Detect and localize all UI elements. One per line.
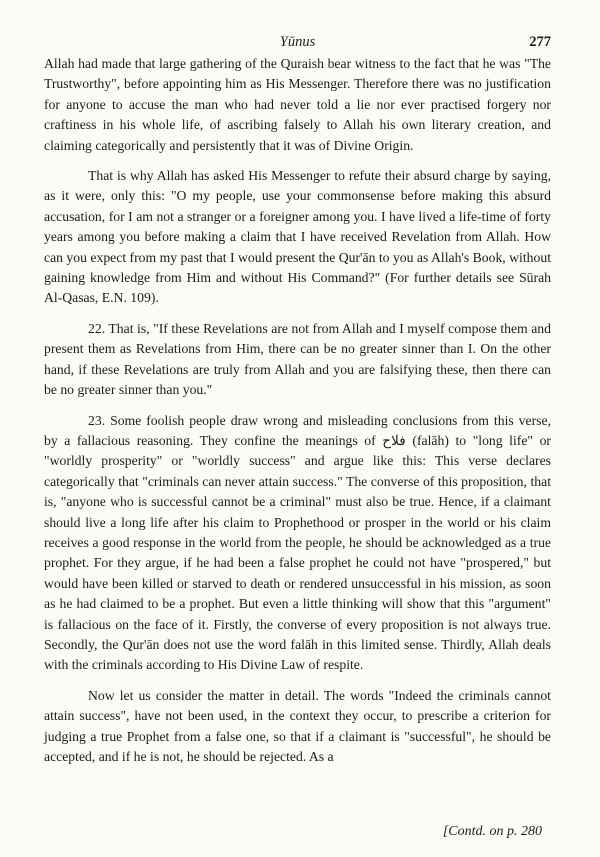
running-title: Yūnus xyxy=(279,34,316,50)
note-22: 22. That is, "If these Revelations are not from Allah and I myself compose them and present them as Revelations from Him, there can be no greater sinner than I. On the other hand, if these Revelations are truly from Allah and you are falsifying these, then there can be no greater sinner than you." xyxy=(44,320,555,398)
continuation-note: [Contd. on p. 280 xyxy=(442,824,542,839)
paragraph-detail: Now let us consider the matter in detail. The words "Indeed the criminals cannot attain success", have not been used, in the context they occur, to prescribe a criterion for judging a true Prophet from a false one, so that if a claimant is "successful", he should be accepted, and if he is not, he should be rejected. As a xyxy=(44,687,555,764)
note-23: 23. Some foolish people draw wrong and misleading conclusions from this verse, by a fallacious reasoning. They confine the meanings of فلاح (falāh) to "long life" or "worldly prosperity" or "worldly success" and argue like this: This verse declares categorically that "criminals can never attain success." The converse of this proposition, that is, "anyone who is successful cannot be a criminal" must also be true. Hence, if a claimant should live a long life after his claim to Prophethood or prosper in the world or his claim receives a good response in the world from the people, he should be acknowledged as a true prophet. For they argue, if he had been a false prophet he could not have "prospered," but would have been killed or starved to death or rendered unsuccessful in his mission, as soon as he had claimed to be a prophet. But even a little thinking will show that this "argument" is fallacious on the face of it. Firstly, the converse of every proposition is not always true. Secondly, the Qur'ān does not use the word falāh in this limited sense. Thirdly, Allah deals with the criminals according to His Divine Law of respite. xyxy=(44,412,555,673)
paragraph-explanation: That is why Allah has asked His Messenger to refute their absurd charge by saying, as it were, only this: "O my people, use your commonsense before making this absurd accusation, for I am not a stranger or a foreigner among you. I have lived a life-time of forty years among you before making a claim that I have received Revelation from Allah. How can you expect from my past that I would present the Qur'ān to you as Allah's Book, without gaining knowledge from Him and without His Command?" (For further details see Sūrah Al-Qasas, E.N. 109). xyxy=(44,168,555,306)
paragraph-continuation: Allah had made that large gathering of the Quraish bear witness to the fact that he was "The Trustworthy", before appointing him as His Messenger. Therefore there was no justification for anyone to accuse the man who had never told a lie nor ever practised forgery nor craftiness in his whole life, of ascribing falsely to Allah his own literary creation, and claiming categorically and persistently that it was of Divine Origin. xyxy=(44,56,555,153)
book-page xyxy=(44,28,555,767)
running-head xyxy=(44,28,551,54)
page-number: 277 xyxy=(529,34,551,50)
